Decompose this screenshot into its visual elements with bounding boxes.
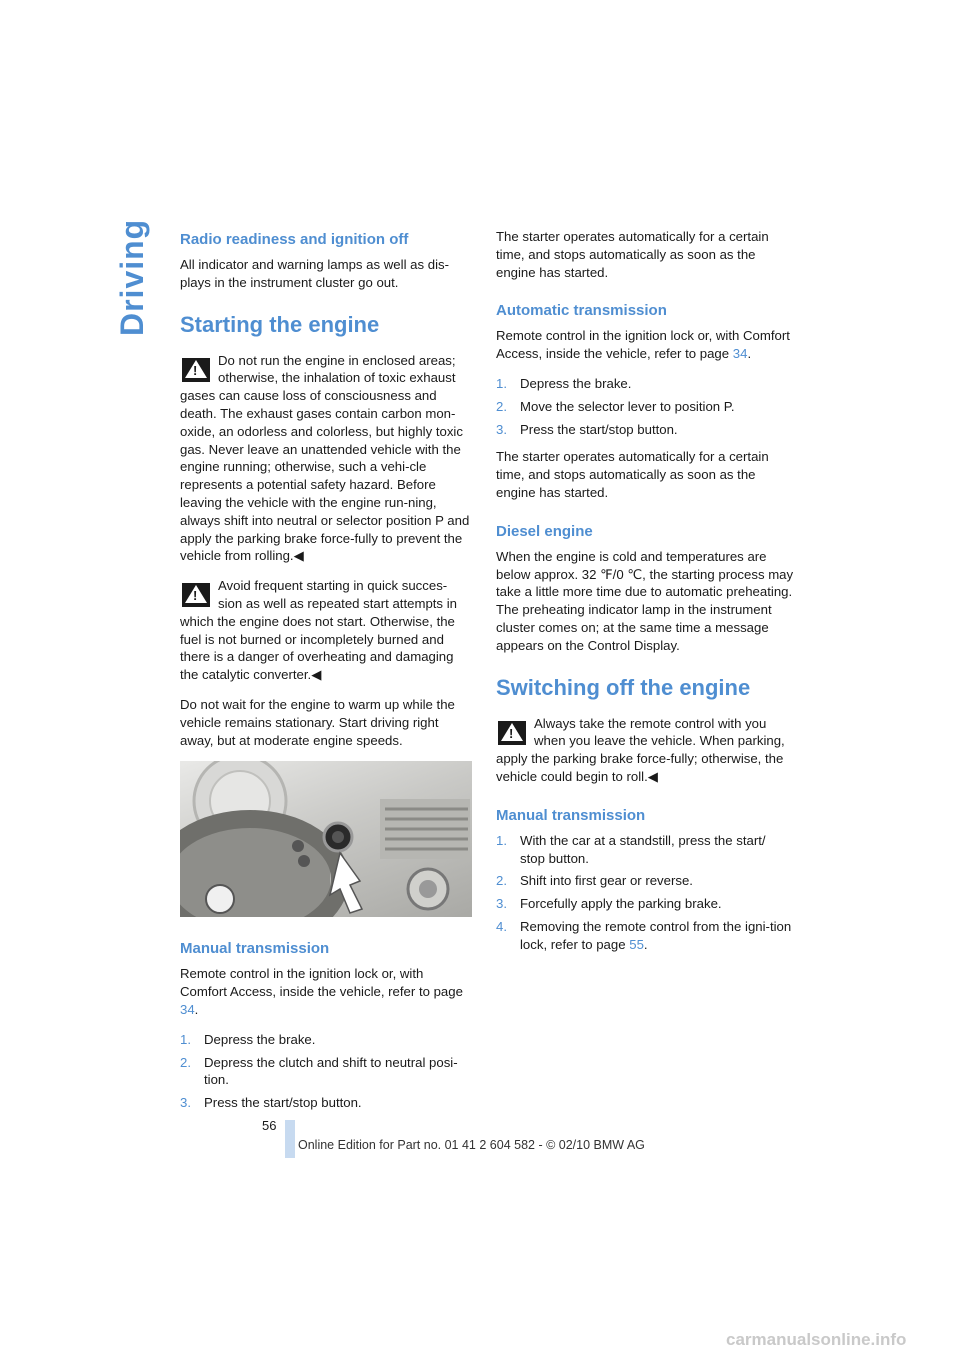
starter-text-1: The starter operates automatically for a certain time, and stops automatically as soon as the engine has started.: [496, 229, 769, 280]
warning-triangle-icon: [498, 721, 526, 745]
warning-starting: [180, 577, 472, 684]
warning-starting-rest: sion as well as repeated start attempts in which the engine does not start. Otherwise, the fuel is not burned or incompletely burned and there is a danger of overheating and damaging the catalytic converter.: [180, 595, 457, 683]
list-item: 3. Forcefully apply the parking brake.: [496, 896, 722, 912]
radio-readiness-text: All indicator and warning lamps as well as dis-plays in the instrument cluster go out.: [180, 257, 449, 290]
page-number: 56: [262, 1118, 277, 1133]
warning-triangle-icon: [182, 583, 210, 607]
warning-exhaust: [180, 352, 472, 566]
diesel-engine-heading: Diesel engine: [496, 522, 593, 540]
page-link-55[interactable]: 55: [629, 936, 644, 952]
right-column: [496, 228, 794, 964]
list-item: 1. Depress the brake.: [180, 1031, 316, 1047]
switch-off-steps-list: [496, 832, 794, 954]
radio-readiness-heading: Radio readiness and ignition off: [180, 231, 409, 248]
start-button-photo: [180, 761, 472, 917]
list-item: 1. Depress the brake.: [496, 375, 632, 391]
warning-remote-first: Always take the remote control with you: [534, 715, 767, 731]
warning-starting-first: Avoid frequent starting in quick succes-: [218, 578, 448, 594]
section-tab: [110, 220, 156, 340]
warning-remote: [496, 715, 794, 786]
list-item: 2. Depress the clutch and shift to neutral posi-tion.: [180, 1054, 458, 1088]
starter-text-2: The starter operates automatically for a certain time, and stops automatically as soon as the engine has started.: [496, 449, 769, 500]
section-tab-label: Driving: [114, 218, 150, 336]
auto-intro-text: Remote control in the ignition lock or, with Comfort Access, inside the vehicle, refer to page 34.: [496, 328, 790, 362]
list-item: 3. Press the start/stop button.: [180, 1095, 362, 1111]
list-item: 4. Removing the remote control from the igni-tion lock, refer to page 55.: [496, 918, 792, 952]
manual-transmission-heading-left: Manual transmission: [180, 940, 330, 958]
list-item: 3. Press the start/stop button.: [496, 421, 678, 437]
end-mark-icon: ◀: [647, 768, 658, 784]
list-item: 2. Move the selector lever to position P.: [496, 398, 735, 414]
warning-exhaust-first: Do not run the engine in enclosed areas;: [218, 352, 456, 368]
auto-steps-list: [496, 375, 794, 438]
warm-up-text: Do not wait for the engine to warm up while the vehicle remains stationary. Start driving right away, but at moderate engine speeds.: [180, 696, 455, 748]
end-mark-icon: ◀: [311, 667, 322, 683]
manual-intro-text: Remote control in the ignition lock or, with Comfort Access, inside the vehicle, refer to page 34.: [180, 966, 463, 1017]
list-item: 1. With the car at a standstill, press the start/ stop button.: [496, 832, 766, 866]
warning-triangle-icon: [182, 358, 210, 382]
warning-remote-rest: when you leave the vehicle. When parking, apply the parking brake force-fully; otherwise, the vehicle could begin to roll.: [496, 733, 785, 784]
manual-transmission-heading-right: Manual transmission: [496, 806, 646, 824]
manual-steps-list: [180, 1031, 472, 1112]
end-mark-icon: ◀: [293, 548, 304, 564]
diesel-text: When the engine is cold and temperatures are below approx. 32 ℉/0 ℃, the starting process may take a little more time due to automatic preheating. The preheating indicator lamp in the instrument cluster comes on; at the same time a message appears on the Control Display.: [496, 548, 794, 653]
footer-edition: Online Edition for Part no. 01 41 2 604 582 - © 02/10 BMW AG: [298, 1138, 645, 1152]
page-link-34[interactable]: 34: [732, 346, 748, 362]
starting-engine-heading: Starting the engine: [180, 311, 380, 337]
page-link-34[interactable]: 34: [180, 1001, 195, 1017]
warning-exhaust-rest: otherwise, the inhalation of toxic exhaust gases can cause loss of consciousness and death. The exhaust gases contain carbon mon-oxide, an odorless and colorless, but highly toxic gas. Never leave an unattended vehicle with the engine running; otherwise, such a vehi-cle represents a potential safety hazard. Before leaving the vehicle with the engine run-ning, always shift into neutral or selector position P and apply the parking brake force-fully to prevent the vehicle from rolling.: [180, 370, 470, 564]
switching-off-heading: Switching off the engine: [496, 674, 751, 700]
watermark: carmanualsonline.info: [726, 1330, 907, 1349]
list-item: 2. Shift into first gear or reverse.: [496, 873, 693, 889]
automatic-transmission-heading: Automatic transmission: [496, 302, 667, 320]
left-column: [180, 228, 472, 1122]
footer-bar: [285, 1120, 295, 1158]
